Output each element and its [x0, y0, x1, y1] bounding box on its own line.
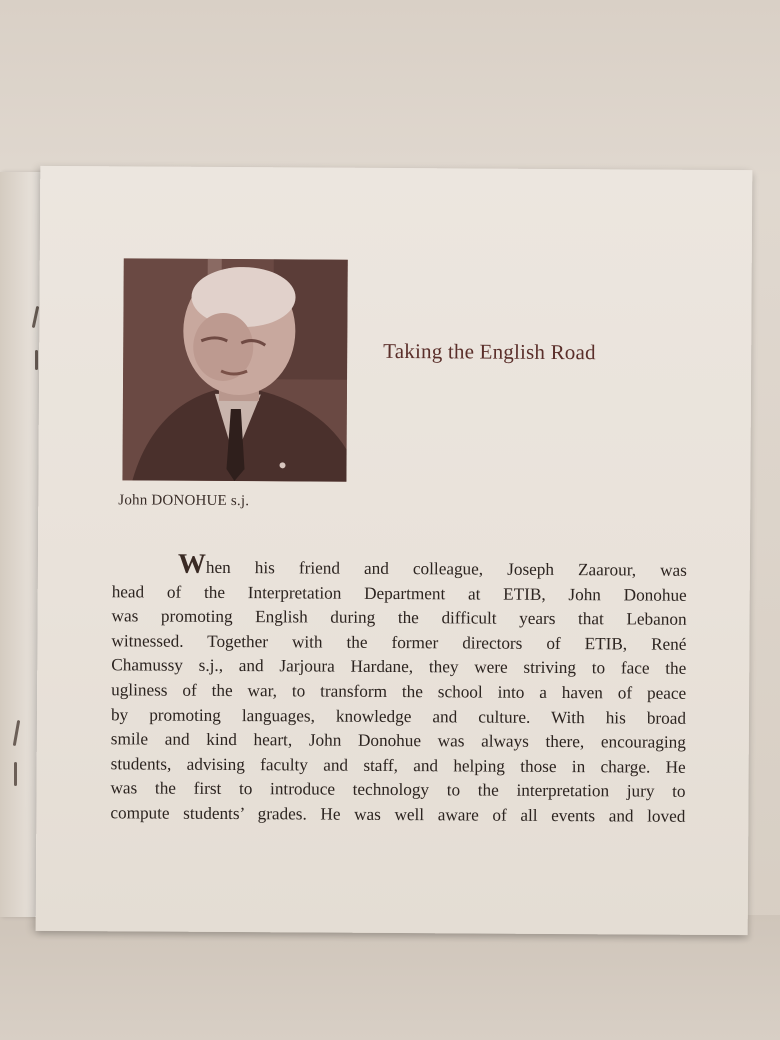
- body-line: head of the Interpretation Department at ETIB, John Donohue: [111, 581, 687, 605]
- body-line: [112, 548, 687, 583]
- body-line: compute students’ grades. He was well aware of all events and loved: [110, 803, 686, 826]
- body-line: was promoting English during the difficult years that Lebanon: [111, 606, 687, 629]
- body-line: Chamussy s.j., and Jarjoura Hardane, they were striving to face the: [111, 655, 687, 679]
- portrait-photo: [122, 258, 347, 481]
- drop-cap: W: [177, 548, 207, 580]
- article-title: Taking the English Road: [383, 338, 596, 365]
- body-line: ugliness of the war, to transform the school into a haven of peace: [111, 680, 687, 703]
- first-line-text: hen his friend and colleague, Joseph Zaarour, was: [205, 557, 687, 580]
- body-line: smile and kind heart, John Donohue was always there, encouraging: [110, 729, 686, 752]
- binding-stitch: [35, 350, 38, 370]
- binding-stitch: [14, 762, 17, 786]
- booklet-page: [36, 166, 753, 935]
- body-line: was the first to introduce technology to the interpretation jury to: [110, 778, 686, 802]
- portrait-figure: [122, 258, 347, 481]
- body-line: by promoting languages, knowledge and culture. With his broad: [110, 704, 687, 728]
- binding-stitch: [32, 306, 40, 328]
- binding-stitch: [13, 720, 20, 746]
- body-line: students, advising faculty and staff, and helping those in charge. He: [110, 754, 686, 777]
- photo-caption: John DONOHUE s.j.: [118, 492, 250, 510]
- body-line: witnessed. Together with the former directors of ETIB, René: [111, 631, 687, 654]
- article-body: [110, 548, 687, 829]
